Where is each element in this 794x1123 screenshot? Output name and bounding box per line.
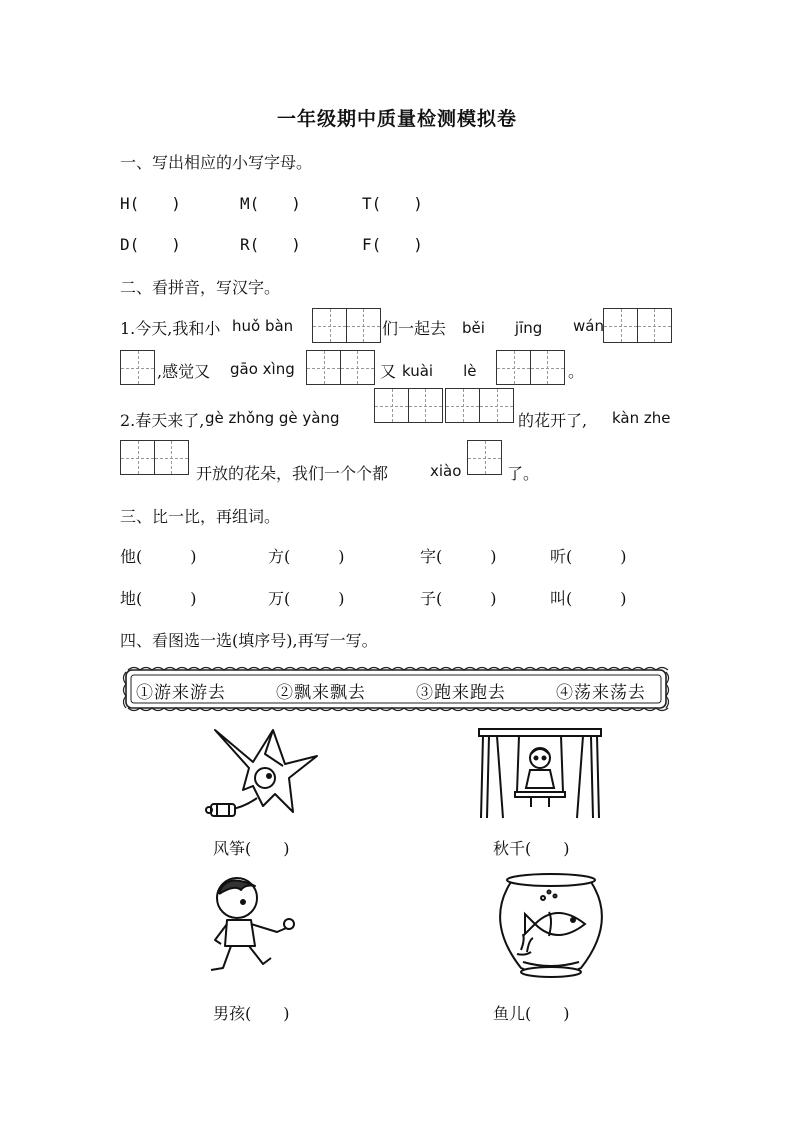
letter-blank-h[interactable]: H( ) [120, 194, 181, 213]
pinyin-gaoxing: gāo xìng [230, 360, 295, 378]
section-1-heading: 一、写出相应的小写字母。 [120, 153, 313, 172]
grid-cell[interactable] [120, 440, 155, 475]
grid-wan[interactable] [603, 308, 670, 343]
pinyin-kanzhe: kàn zhe [612, 409, 671, 427]
letter-blank-d[interactable]: D( ) [120, 235, 181, 254]
option-4: ④荡来荡去 [556, 683, 646, 703]
pinyin-kuaile: kuài lè [402, 362, 477, 380]
grid-cell[interactable] [312, 308, 347, 343]
pinyin-huoban: huǒ bàn [232, 317, 294, 335]
option-2: ②飘来飘去 [276, 683, 366, 703]
q1-text-a: 1.今天,我和小 [120, 319, 221, 338]
letter-blank-t[interactable]: T( ) [362, 194, 423, 213]
pinyin-wan: wán [573, 317, 604, 335]
grid-cell[interactable] [467, 440, 502, 475]
section-4-heading: 四、看图选一选(填序号),再写一写。 [120, 631, 378, 650]
q1-text-e: 。 [568, 362, 585, 381]
option-3: ③跑来跑去 [416, 683, 506, 703]
word-blank-zi-2[interactable]: 子( ) [420, 589, 497, 608]
section-2-heading: 二、看拼音，写汉字。 [120, 278, 281, 297]
pinyin-beijing: běi jīng [462, 319, 543, 337]
option-1: ①游来游去 [136, 683, 226, 703]
grid-kanzhe[interactable] [120, 440, 187, 475]
pinyin-gezhong: gè zhǒng gè yàng [205, 409, 340, 427]
swing-icon [475, 726, 605, 822]
letter-blank-m[interactable]: M( ) [240, 194, 301, 213]
grid-cell[interactable] [445, 388, 480, 423]
grid-cell[interactable] [603, 308, 638, 343]
q1-text-b: 们一起去 [382, 319, 447, 338]
word-blank-wan[interactable]: 万( ) [268, 589, 345, 608]
item-swing-blank[interactable]: 秋千( ) [493, 839, 570, 858]
options-banner [122, 666, 670, 712]
fishbowl-icon [493, 872, 609, 980]
running-boy-icon [205, 872, 299, 982]
grid-cell[interactable] [154, 440, 189, 475]
word-blank-di[interactable]: 地( ) [120, 589, 197, 608]
kite-icon [203, 724, 323, 824]
word-blank-zi[interactable]: 字( ) [420, 547, 497, 566]
word-blank-ting[interactable]: 听( ) [550, 547, 627, 566]
grid-cell[interactable] [479, 388, 514, 423]
q2-text-d: 了。 [507, 464, 540, 483]
q2-text-a: 2.春天来了, [120, 411, 205, 430]
grid-gaoxing[interactable] [306, 350, 373, 385]
grid-cell[interactable] [120, 350, 155, 385]
grid-xiao[interactable] [467, 440, 501, 475]
letter-blank-r[interactable]: R( ) [240, 235, 301, 254]
grid-cell[interactable] [637, 308, 672, 343]
pinyin-xiao: xiào [430, 462, 462, 480]
item-kite-blank[interactable]: 风筝( ) [213, 839, 290, 858]
grid-wan-2[interactable] [120, 350, 154, 385]
q1-text-c: ,感觉又 [157, 362, 211, 381]
letter-blank-f[interactable]: F( ) [362, 235, 423, 254]
grid-cell[interactable] [408, 388, 443, 423]
q2-text-b: 的花开了, [518, 411, 588, 430]
grid-cell[interactable] [374, 388, 409, 423]
word-blank-jiao[interactable]: 叫( ) [550, 589, 627, 608]
grid-cell[interactable] [496, 350, 531, 385]
grid-cell[interactable] [530, 350, 565, 385]
grid-kuaile[interactable] [496, 350, 563, 385]
word-blank-fang[interactable]: 方( ) [268, 547, 345, 566]
grid-gezhonggeyang[interactable] [374, 388, 513, 423]
q2-text-c: 开放的花朵，我们一个个都 [196, 464, 389, 483]
page-title: 一年级期中质量检测模拟卷 [276, 108, 517, 130]
section-3-heading: 三、比一比，再组词。 [120, 507, 281, 526]
grid-cell[interactable] [340, 350, 375, 385]
grid-huoban[interactable] [312, 308, 379, 343]
item-boy-blank[interactable]: 男孩( ) [213, 1004, 290, 1023]
grid-cell[interactable] [306, 350, 341, 385]
q1-text-d: 又 [380, 362, 397, 381]
grid-cell[interactable] [346, 308, 381, 343]
word-blank-ta[interactable]: 他( ) [120, 547, 197, 566]
item-fish-blank[interactable]: 鱼儿( ) [493, 1004, 570, 1023]
